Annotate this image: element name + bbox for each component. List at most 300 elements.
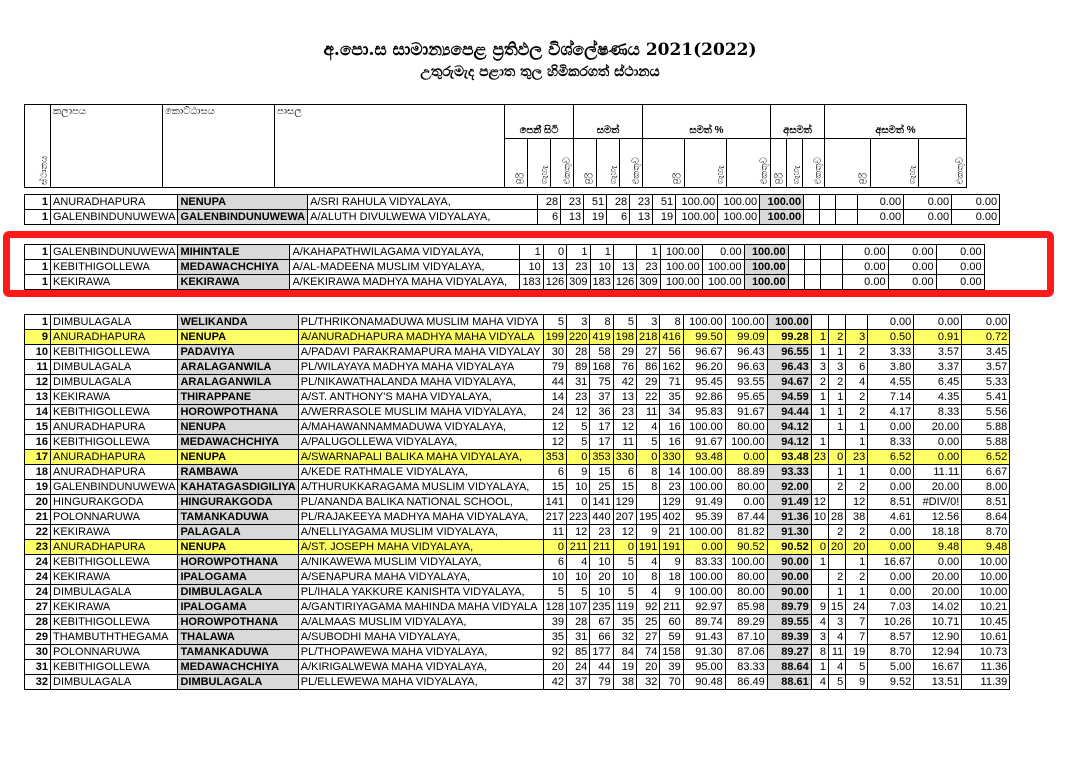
report-title: අ.පො.ස සාමාන්‍යපෙළ ප්‍රතිඵල විශ්ලේෂණය 2021(2022): [323, 40, 757, 60]
zone-cell: KEKIRAWA: [51, 525, 178, 540]
division-cell: THALAWA: [178, 630, 298, 645]
value-cell: 10.00: [962, 555, 1010, 570]
value-cell: 0.00: [936, 275, 984, 290]
value-cell: 4: [637, 555, 660, 570]
value-cell: 4: [637, 420, 660, 435]
value-cell: 86: [637, 360, 660, 375]
value-cell: 24: [846, 600, 868, 615]
rank-cell: 28: [25, 615, 51, 630]
value-cell: 8: [811, 645, 828, 660]
value-cell: 2: [846, 390, 868, 405]
value-cell: 80.00: [725, 585, 767, 600]
rank-cell: 1: [25, 275, 51, 290]
table-row: [25, 210, 1000, 225]
value-cell: 1: [829, 420, 846, 435]
table-row: [25, 420, 1010, 435]
value-cell: 2: [846, 405, 868, 420]
value-cell: 2: [829, 480, 846, 495]
value-cell: 9: [637, 525, 660, 540]
value-cell: 30: [543, 345, 566, 360]
subcol-pass-total: එකතුව: [620, 138, 643, 187]
division-cell: RAMBAWA: [178, 465, 298, 480]
table-row: [25, 585, 1010, 600]
value-cell: 2: [846, 480, 868, 495]
value-cell: 92.97: [683, 600, 725, 615]
value-cell: 80.00: [725, 570, 767, 585]
results-table-main: [24, 314, 1010, 690]
value-cell: 100.00: [683, 465, 725, 480]
value-cell: 2: [846, 570, 868, 585]
value-cell: 92: [543, 645, 566, 660]
division-cell: HOROWPOTHANA: [178, 405, 298, 420]
value-cell: 6: [607, 210, 630, 225]
value-cell: 5: [613, 555, 636, 570]
value-cell: 91.49: [683, 495, 725, 510]
division-cell: HINGURAKGODA: [178, 495, 298, 510]
division-cell: HOROWPOTHANA: [178, 555, 298, 570]
value-cell: 96.43: [767, 360, 811, 375]
value-cell: 10: [543, 570, 566, 585]
value-cell: 29: [613, 345, 636, 360]
division-cell: DIMBULAGALA: [178, 585, 298, 600]
value-cell: 0.00: [868, 570, 914, 585]
value-cell: 211: [590, 540, 613, 555]
zone-cell: DIMBULAGALA: [51, 675, 178, 690]
value-cell: 3: [811, 360, 828, 375]
value-cell: 10: [590, 555, 613, 570]
subcol-fail_pct-girls: ගැහැ: [871, 138, 919, 187]
value-cell: 5: [829, 675, 846, 690]
value-cell: 5: [566, 585, 589, 600]
value-cell: 85: [566, 645, 589, 660]
value-cell: 0.72: [962, 330, 1010, 345]
value-cell: 9.48: [962, 540, 1010, 555]
table-row: [25, 510, 1010, 525]
subcol-pass_pct-boys: පිරි: [643, 138, 685, 187]
value-cell: [811, 585, 828, 600]
value-cell: 16: [660, 420, 683, 435]
value-cell: 183: [590, 275, 613, 290]
value-cell: [820, 210, 836, 225]
value-cell: 100.00: [744, 260, 788, 275]
value-cell: 128: [543, 600, 566, 615]
value-cell: 0: [543, 245, 566, 260]
value-cell: 89.39: [767, 630, 811, 645]
value-cell: 6: [543, 555, 566, 570]
value-cell: 18: [660, 570, 683, 585]
value-cell: 56: [660, 345, 683, 360]
value-cell: 5: [613, 585, 636, 600]
value-cell: 10.26: [868, 615, 914, 630]
value-cell: 440: [590, 510, 613, 525]
value-cell: 330: [660, 450, 683, 465]
value-cell: 100.00: [760, 195, 804, 210]
value-cell: 80.00: [725, 420, 767, 435]
table-row: [25, 375, 1010, 390]
value-cell: 90.48: [683, 675, 725, 690]
value-cell: 100.00: [744, 245, 788, 260]
value-cell: 2: [829, 375, 846, 390]
division-cell: THIRAPPANE: [178, 390, 298, 405]
value-cell: 0: [829, 450, 846, 465]
school-cell: A/THURUKKARAGAMA MUSLIM VIDYALAYA,: [298, 480, 543, 495]
value-cell: 1: [811, 435, 828, 450]
value-cell: 1: [811, 555, 828, 570]
value-cell: 95.00: [683, 660, 725, 675]
value-cell: 21: [660, 525, 683, 540]
value-cell: 100.00: [744, 275, 788, 290]
subcol-fail-boys: පිරි: [771, 138, 787, 187]
value-cell: 1: [846, 435, 868, 450]
value-cell: 9: [846, 675, 868, 690]
value-cell: 94.67: [767, 375, 811, 390]
rank-cell: 1: [25, 245, 51, 260]
value-cell: 2: [829, 570, 846, 585]
division-cell: NENUPA: [178, 540, 298, 555]
results-table-top: [24, 194, 1000, 225]
value-cell: 6.45: [914, 375, 962, 390]
value-cell: 12.94: [914, 645, 962, 660]
value-cell: [804, 260, 820, 275]
value-cell: 10: [520, 260, 543, 275]
value-cell: [811, 315, 828, 330]
value-cell: 3: [829, 615, 846, 630]
value-cell: 5.88: [962, 420, 1010, 435]
value-cell: 0.00: [868, 585, 914, 600]
value-cell: 1: [846, 420, 868, 435]
zone-cell: DIMBULAGALA: [51, 585, 178, 600]
value-cell: 8: [590, 315, 613, 330]
school-cell: A/KEDE RATHMALE VIDYALAYA,: [298, 465, 543, 480]
value-cell: 81.82: [725, 525, 767, 540]
table-row: [25, 330, 1010, 345]
value-cell: 10: [566, 480, 589, 495]
subcol-sat-total: එකතුව: [551, 138, 574, 187]
value-cell: 4: [566, 555, 589, 570]
value-cell: 4: [829, 660, 846, 675]
value-cell: 199: [543, 330, 566, 345]
value-cell: 8.33: [914, 405, 962, 420]
value-cell: 353: [543, 450, 566, 465]
rank-cell: 18: [25, 465, 51, 480]
value-cell: 28: [829, 510, 846, 525]
value-cell: 8.51: [962, 495, 1010, 510]
value-cell: 91.30: [767, 525, 811, 540]
table-row: [25, 450, 1010, 465]
value-cell: 309: [637, 275, 660, 290]
value-cell: 19: [613, 660, 636, 675]
value-cell: 0.00: [683, 540, 725, 555]
results-table-highlighted: [24, 244, 985, 290]
value-cell: 22: [637, 390, 660, 405]
value-cell: 5: [613, 315, 636, 330]
value-cell: 6.67: [962, 465, 1010, 480]
value-cell: 23: [811, 450, 828, 465]
value-cell: 8.33: [868, 435, 914, 450]
value-cell: 4.61: [868, 510, 914, 525]
value-cell: 11: [829, 645, 846, 660]
school-cell: A/SWARNAPALI BALIKA MAHA VIDYALAYA,: [298, 450, 543, 465]
table-row: [25, 600, 1010, 615]
value-cell: 119: [613, 600, 636, 615]
value-cell: 1: [829, 465, 846, 480]
school-cell: A/PALUGOLLEWA VIDYALAYA,: [298, 435, 543, 450]
value-cell: 92: [637, 600, 660, 615]
value-cell: 95.45: [683, 375, 725, 390]
value-cell: [829, 315, 846, 330]
value-cell: 10.61: [962, 630, 1010, 645]
value-cell: 0.00: [842, 260, 888, 275]
table-row: [25, 645, 1010, 660]
value-cell: 9.52: [868, 675, 914, 690]
zone-cell: KEKIRAWA: [51, 390, 178, 405]
value-cell: 162: [660, 360, 683, 375]
value-cell: 13: [543, 260, 566, 275]
table-header: [24, 104, 967, 188]
value-cell: 91.67: [683, 435, 725, 450]
value-cell: 27: [637, 630, 660, 645]
value-cell: [811, 420, 828, 435]
value-cell: 126: [543, 275, 566, 290]
value-cell: 15: [613, 480, 636, 495]
zone-cell: KEBITHIGOLLEWA: [51, 615, 178, 630]
value-cell: 10.71: [914, 615, 962, 630]
value-cell: 95.39: [683, 510, 725, 525]
table-row: [25, 555, 1010, 570]
division-cell: IPALOGAMA: [178, 600, 298, 615]
value-cell: 0.00: [914, 315, 962, 330]
value-cell: 10.21: [962, 600, 1010, 615]
value-cell: 91.36: [767, 510, 811, 525]
value-cell: 24: [566, 660, 589, 675]
value-cell: [829, 555, 846, 570]
value-cell: 100.00: [676, 210, 718, 225]
value-cell: 0.00: [868, 420, 914, 435]
value-cell: 89.74: [683, 615, 725, 630]
value-cell: 37: [566, 675, 589, 690]
value-cell: 17: [590, 435, 613, 450]
value-cell: 87.06: [725, 645, 767, 660]
value-cell: 6: [543, 465, 566, 480]
school-cell: PL/ANANDA BALIKA NATIONAL SCHOOL,: [298, 495, 543, 510]
school-cell: A/ALMAAS MUSLIM VIDYALAYA,: [298, 615, 543, 630]
division-cell: PADAVIYA: [178, 345, 298, 360]
school-cell: A/NELLIYAGAMA MUSLIM VIDYALAYA,: [298, 525, 543, 540]
value-cell: 1: [846, 555, 868, 570]
value-cell: 100.00: [718, 210, 760, 225]
value-cell: 83.33: [725, 660, 767, 675]
value-cell: 12.56: [914, 510, 962, 525]
value-cell: 100.00: [760, 210, 804, 225]
value-cell: 14.02: [914, 600, 962, 615]
value-cell: 16.67: [868, 555, 914, 570]
value-cell: 59: [660, 630, 683, 645]
table-row: [25, 360, 1010, 375]
school-cell: A/MAHAWANNAMMADUWA VIDYALAYA,: [298, 420, 543, 435]
zone-cell: ANURADHAPURA: [51, 465, 178, 480]
value-cell: 207: [613, 510, 636, 525]
value-cell: 7.03: [868, 600, 914, 615]
school-cell: PL/THRIKONAMADUWA MUSLIM MAHA VIDYA: [298, 315, 543, 330]
value-cell: 1: [846, 465, 868, 480]
value-cell: 5: [543, 585, 566, 600]
zone-cell: POLONNARUWA: [51, 510, 178, 525]
value-cell: 91.30: [683, 645, 725, 660]
value-cell: 11.36: [962, 660, 1010, 675]
value-cell: 7: [846, 630, 868, 645]
value-cell: 5.00: [868, 660, 914, 675]
school-cell: A/AL-MADEENA MUSLIM VIDYALAYA,: [290, 260, 520, 275]
school-cell: A/GANTIRIYAGAMA MAHINDA MAHA VIDYALA: [298, 600, 543, 615]
value-cell: 32: [637, 675, 660, 690]
rank-cell: 24: [25, 570, 51, 585]
value-cell: 31: [566, 630, 589, 645]
school-cell: A/WERRASOLE MUSLIM MAHA VIDYALAYA,: [298, 405, 543, 420]
value-cell: 27: [637, 345, 660, 360]
school-cell: PL/ELLEWEWA MAHA VIDYALAYA,: [298, 675, 543, 690]
zone-cell: ANURADHAPURA: [51, 420, 178, 435]
table-row: [25, 275, 985, 290]
value-cell: 3: [566, 315, 589, 330]
value-cell: 100.00: [676, 195, 718, 210]
value-cell: 90.00: [767, 555, 811, 570]
value-cell: 183: [520, 275, 543, 290]
value-cell: 12.90: [914, 630, 962, 645]
value-cell: 95.65: [725, 390, 767, 405]
value-cell: [820, 195, 836, 210]
value-cell: 6.52: [868, 450, 914, 465]
value-cell: 0.00: [936, 245, 984, 260]
table-row: [25, 465, 1010, 480]
value-cell: 1: [811, 660, 828, 675]
value-cell: 0: [613, 540, 636, 555]
value-cell: [829, 435, 846, 450]
table-row: [25, 615, 1010, 630]
zone-cell: ANURADHAPURA: [51, 540, 178, 555]
value-cell: 100.00: [702, 260, 744, 275]
value-cell: 11: [613, 435, 636, 450]
value-cell: 15: [829, 600, 846, 615]
division-cell: GALENBINDUNUWEWA: [178, 210, 308, 225]
value-cell: 11.39: [962, 675, 1010, 690]
value-cell: 35: [543, 630, 566, 645]
division-cell: MIHINTALE: [178, 245, 290, 260]
value-cell: 220: [566, 330, 589, 345]
subcol-fail_pct-total: එකතුව: [919, 138, 967, 187]
table-row: [25, 315, 1010, 330]
value-cell: 1: [829, 345, 846, 360]
value-cell: 100.00: [683, 570, 725, 585]
value-cell: 0.00: [888, 245, 936, 260]
zone-cell: HINGURAKGODA: [51, 495, 178, 510]
value-cell: 217: [543, 510, 566, 525]
value-cell: [811, 525, 828, 540]
value-cell: 419: [590, 330, 613, 345]
table-row: [25, 435, 1010, 450]
zone-cell: ANURADHAPURA: [51, 195, 178, 210]
value-cell: 129: [613, 495, 636, 510]
subcol-sat-boys: පිරි: [505, 138, 528, 187]
value-cell: 0.00: [868, 525, 914, 540]
rank-cell: 29: [25, 630, 51, 645]
value-cell: 168: [590, 360, 613, 375]
value-cell: 129: [660, 495, 683, 510]
school-cell: A/SUBODHI MAHA VIDYALAYA,: [298, 630, 543, 645]
value-cell: 4.17: [868, 405, 914, 420]
value-cell: 93.48: [683, 450, 725, 465]
subcol-pass-boys: පිරි: [574, 138, 597, 187]
value-cell: 1: [829, 390, 846, 405]
value-cell: 28: [607, 195, 630, 210]
value-cell: 1: [811, 405, 828, 420]
value-cell: 6: [613, 465, 636, 480]
value-cell: 3.57: [962, 360, 1010, 375]
value-cell: 0.00: [858, 195, 904, 210]
value-cell: 89.29: [725, 615, 767, 630]
value-cell: 23: [637, 260, 660, 275]
value-cell: 37: [590, 390, 613, 405]
value-cell: 38: [613, 675, 636, 690]
value-cell: 94.44: [767, 405, 811, 420]
value-cell: 8: [637, 465, 660, 480]
value-cell: 8.70: [962, 525, 1010, 540]
value-cell: 20.00: [914, 480, 962, 495]
rank-cell: 13: [25, 390, 51, 405]
value-cell: 177: [590, 645, 613, 660]
col-fail: අසමත්: [771, 105, 825, 139]
zone-cell: GALENBINDUNUWEWA: [51, 480, 178, 495]
value-cell: 9: [660, 585, 683, 600]
value-cell: 100.00: [683, 525, 725, 540]
value-cell: 0: [637, 450, 660, 465]
value-cell: 23: [566, 390, 589, 405]
value-cell: 25: [590, 480, 613, 495]
col-division: කොට්ඨාසය: [163, 105, 275, 188]
value-cell: 86.49: [725, 675, 767, 690]
value-cell: 0: [543, 540, 566, 555]
value-cell: 141: [590, 495, 613, 510]
rank-cell: 27: [25, 600, 51, 615]
subcol-sat-girls: ගැහැ: [528, 138, 551, 187]
value-cell: 20: [637, 660, 660, 675]
school-cell: A/ALUTH DIVULWEWA VIDYALAYA,: [308, 210, 538, 225]
value-cell: 2: [829, 525, 846, 540]
zone-cell: KEBITHIGOLLEWA: [51, 405, 178, 420]
table-row: [25, 675, 1010, 690]
rank-cell: 24: [25, 555, 51, 570]
school-cell: A/KAHAPATHWILAGAMA VIDYALAYA,: [290, 245, 520, 260]
value-cell: 100.00: [660, 260, 702, 275]
school-cell: A/ST. JOSEPH MAHA VIDYALAYA,: [298, 540, 543, 555]
value-cell: 84: [613, 645, 636, 660]
value-cell: 51: [584, 195, 607, 210]
value-cell: 0.00: [914, 435, 962, 450]
value-cell: 93.55: [725, 375, 767, 390]
value-cell: 76: [613, 360, 636, 375]
value-cell: 23: [660, 480, 683, 495]
value-cell: 0.00: [702, 245, 744, 260]
value-cell: 8: [637, 570, 660, 585]
division-cell: MEDAWACHCHIYA: [178, 435, 298, 450]
value-cell: 36: [590, 405, 613, 420]
value-cell: 13.51: [914, 675, 962, 690]
value-cell: 4.55: [868, 375, 914, 390]
value-cell: 1: [846, 585, 868, 600]
value-cell: 89.79: [767, 600, 811, 615]
value-cell: 6.52: [962, 450, 1010, 465]
value-cell: 96.67: [683, 345, 725, 360]
value-cell: 353: [590, 450, 613, 465]
